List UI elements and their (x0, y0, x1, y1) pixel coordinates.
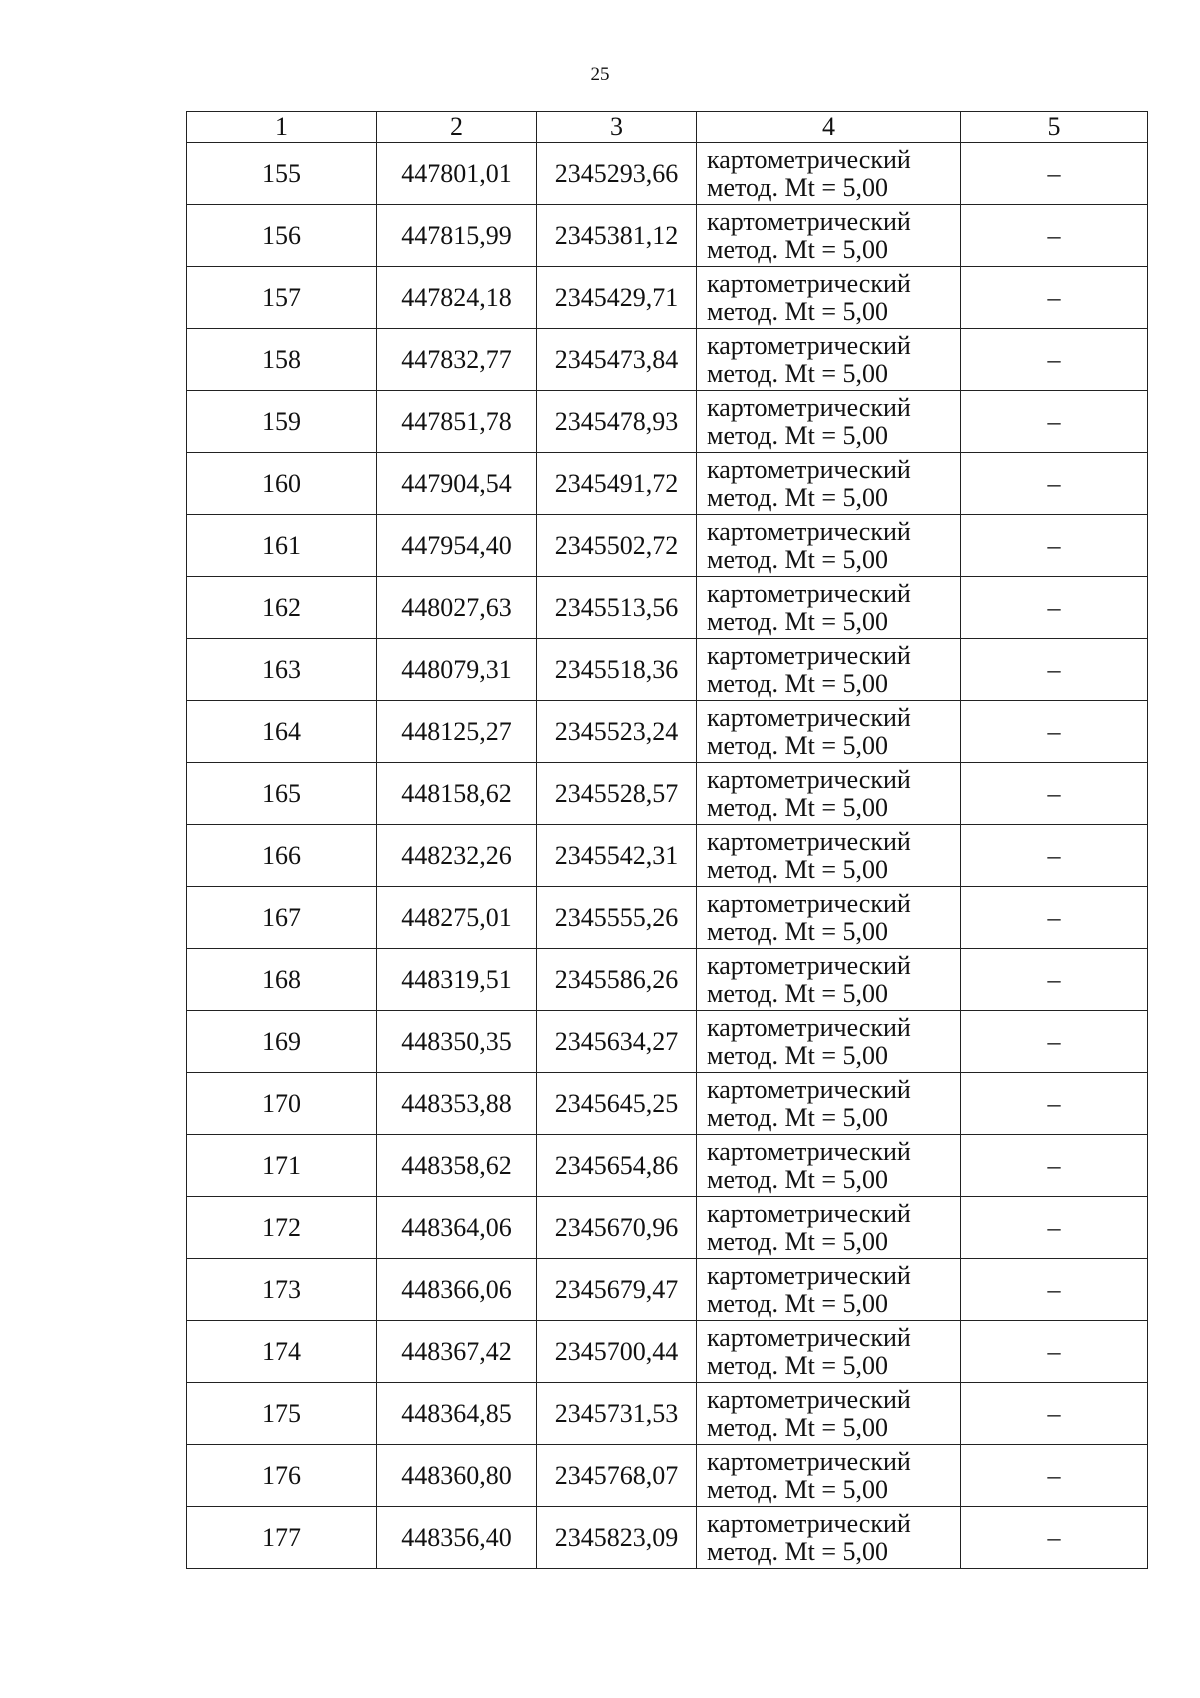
table-row (187, 1321, 1148, 1383)
point-number-cell: 174 (187, 1321, 377, 1383)
method-cell (697, 1135, 961, 1197)
method-accuracy: метод. Mt = 5,00 (707, 1536, 888, 1566)
header-row (187, 112, 1148, 143)
x-coordinate-cell: 448350,35 (377, 1011, 537, 1073)
column-header: 3 (537, 112, 697, 143)
y-coordinate-cell: 2345502,72 (537, 515, 697, 577)
method-cell (697, 577, 961, 639)
description-cell: – (961, 887, 1148, 949)
x-coordinate-cell: 448158,62 (377, 763, 537, 825)
table-row (187, 515, 1148, 577)
table-row (187, 453, 1148, 515)
method-cell (697, 1011, 961, 1073)
x-coordinate-cell: 448027,63 (377, 577, 537, 639)
method-cell (697, 391, 961, 453)
method-name: картометрический (707, 392, 911, 422)
method-accuracy: метод. Mt = 5,00 (707, 1164, 888, 1194)
method-cell (697, 1445, 961, 1507)
table-row (187, 887, 1148, 949)
y-coordinate-cell: 2345528,57 (537, 763, 697, 825)
column-header: 1 (187, 112, 377, 143)
x-coordinate-cell: 447815,99 (377, 205, 537, 267)
method-name: картометрический (707, 1322, 911, 1352)
point-number-cell: 167 (187, 887, 377, 949)
method-accuracy: метод. Mt = 5,00 (707, 482, 888, 512)
y-coordinate-cell: 2345586,26 (537, 949, 697, 1011)
x-coordinate-cell: 448364,85 (377, 1383, 537, 1445)
table-row (187, 1197, 1148, 1259)
method-name: картометрический (707, 1012, 911, 1042)
method-name: картометрический (707, 516, 911, 546)
y-coordinate-cell: 2345381,12 (537, 205, 697, 267)
table-row (187, 391, 1148, 453)
method-cell (697, 1507, 961, 1569)
description-cell: – (961, 639, 1148, 701)
method-cell (697, 205, 961, 267)
point-number-cell: 170 (187, 1073, 377, 1135)
y-coordinate-cell: 2345634,27 (537, 1011, 697, 1073)
point-number-cell: 160 (187, 453, 377, 515)
method-name: картометрический (707, 1198, 911, 1228)
table-row (187, 329, 1148, 391)
method-accuracy: метод. Mt = 5,00 (707, 296, 888, 326)
table-row (187, 1507, 1148, 1569)
method-name: картометрический (707, 640, 911, 670)
y-coordinate-cell: 2345513,56 (537, 577, 697, 639)
description-cell: – (961, 701, 1148, 763)
x-coordinate-cell: 448367,42 (377, 1321, 537, 1383)
method-accuracy: метод. Mt = 5,00 (707, 1040, 888, 1070)
method-cell (697, 143, 961, 205)
x-coordinate-cell: 448358,62 (377, 1135, 537, 1197)
method-name: картометрический (707, 330, 911, 360)
y-coordinate-cell: 2345293,66 (537, 143, 697, 205)
method-cell (697, 329, 961, 391)
table-row (187, 1135, 1148, 1197)
description-cell: – (961, 205, 1148, 267)
method-accuracy: метод. Mt = 5,00 (707, 234, 888, 264)
point-number-cell: 162 (187, 577, 377, 639)
x-coordinate-cell: 448353,88 (377, 1073, 537, 1135)
point-number-cell: 171 (187, 1135, 377, 1197)
method-cell (697, 515, 961, 577)
method-name: картометрический (707, 950, 911, 980)
table-body (187, 143, 1148, 1569)
y-coordinate-cell: 2345670,96 (537, 1197, 697, 1259)
x-coordinate-cell: 448364,06 (377, 1197, 537, 1259)
x-coordinate-cell: 447824,18 (377, 267, 537, 329)
point-number-cell: 177 (187, 1507, 377, 1569)
method-accuracy: метод. Mt = 5,00 (707, 854, 888, 884)
method-name: картометрический (707, 454, 911, 484)
table-row (187, 1259, 1148, 1321)
y-coordinate-cell: 2345768,07 (537, 1445, 697, 1507)
method-cell (697, 1197, 961, 1259)
method-name: картометрический (707, 764, 911, 794)
x-coordinate-cell: 448366,06 (377, 1259, 537, 1321)
method-accuracy: метод. Mt = 5,00 (707, 544, 888, 574)
y-coordinate-cell: 2345542,31 (537, 825, 697, 887)
y-coordinate-cell: 2345823,09 (537, 1507, 697, 1569)
method-cell (697, 1259, 961, 1321)
table-row (187, 763, 1148, 825)
method-name: картометрический (707, 702, 911, 732)
x-coordinate-cell: 447832,77 (377, 329, 537, 391)
method-cell (697, 701, 961, 763)
method-accuracy: метод. Mt = 5,00 (707, 1412, 888, 1442)
method-cell (697, 639, 961, 701)
y-coordinate-cell: 2345679,47 (537, 1259, 697, 1321)
method-cell (697, 887, 961, 949)
description-cell: – (961, 1445, 1148, 1507)
point-number-cell: 168 (187, 949, 377, 1011)
point-number-cell: 163 (187, 639, 377, 701)
method-name: картометрический (707, 578, 911, 608)
x-coordinate-cell: 447904,54 (377, 453, 537, 515)
description-cell: – (961, 763, 1148, 825)
point-number-cell: 172 (187, 1197, 377, 1259)
method-cell (697, 267, 961, 329)
description-cell: – (961, 1383, 1148, 1445)
description-cell: – (961, 1507, 1148, 1569)
table-row (187, 949, 1148, 1011)
method-name: картометрический (707, 268, 911, 298)
table-row (187, 143, 1148, 205)
method-accuracy: метод. Mt = 5,00 (707, 420, 888, 450)
y-coordinate-cell: 2345523,24 (537, 701, 697, 763)
method-accuracy: метод. Mt = 5,00 (707, 916, 888, 946)
x-coordinate-cell: 448232,26 (377, 825, 537, 887)
table-row (187, 267, 1148, 329)
method-cell (697, 949, 961, 1011)
point-number-cell: 176 (187, 1445, 377, 1507)
method-name: картометрический (707, 826, 911, 856)
method-name: картометрический (707, 1384, 911, 1414)
table-row (187, 1073, 1148, 1135)
table-row (187, 639, 1148, 701)
method-name: картометрический (707, 1136, 911, 1166)
method-accuracy: метод. Mt = 5,00 (707, 606, 888, 636)
description-cell: – (961, 1259, 1148, 1321)
point-number-cell: 173 (187, 1259, 377, 1321)
table-row (187, 1011, 1148, 1073)
method-name: картометрический (707, 1260, 911, 1290)
y-coordinate-cell: 2345491,72 (537, 453, 697, 515)
point-number-cell: 175 (187, 1383, 377, 1445)
point-number-cell: 158 (187, 329, 377, 391)
x-coordinate-cell: 448079,31 (377, 639, 537, 701)
method-accuracy: метод. Mt = 5,00 (707, 1288, 888, 1318)
table-row (187, 701, 1148, 763)
method-accuracy: метод. Mt = 5,00 (707, 1474, 888, 1504)
method-accuracy: метод. Mt = 5,00 (707, 668, 888, 698)
description-cell: – (961, 949, 1148, 1011)
description-cell: – (961, 329, 1148, 391)
table-row (187, 1383, 1148, 1445)
method-name: картометрический (707, 888, 911, 918)
method-accuracy: метод. Mt = 5,00 (707, 730, 888, 760)
point-number-cell: 161 (187, 515, 377, 577)
point-number-cell: 164 (187, 701, 377, 763)
description-cell: – (961, 1011, 1148, 1073)
method-cell (697, 1321, 961, 1383)
description-cell: – (961, 1135, 1148, 1197)
page-number: 25 (590, 64, 610, 85)
x-coordinate-cell: 447851,78 (377, 391, 537, 453)
method-accuracy: метод. Mt = 5,00 (707, 172, 888, 202)
method-cell (697, 763, 961, 825)
x-coordinate-cell: 448125,27 (377, 701, 537, 763)
table-row (187, 205, 1148, 267)
x-coordinate-cell: 447954,40 (377, 515, 537, 577)
method-accuracy: метод. Mt = 5,00 (707, 792, 888, 822)
description-cell: – (961, 1073, 1148, 1135)
point-number-cell: 155 (187, 143, 377, 205)
y-coordinate-cell: 2345645,25 (537, 1073, 697, 1135)
method-accuracy: метод. Mt = 5,00 (707, 1102, 888, 1132)
y-coordinate-cell: 2345555,26 (537, 887, 697, 949)
y-coordinate-cell: 2345473,84 (537, 329, 697, 391)
description-cell: – (961, 1321, 1148, 1383)
method-accuracy: метод. Mt = 5,00 (707, 1350, 888, 1380)
point-number-cell: 157 (187, 267, 377, 329)
point-number-cell: 159 (187, 391, 377, 453)
method-name: картометрический (707, 206, 911, 236)
x-coordinate-cell: 447801,01 (377, 143, 537, 205)
description-cell: – (961, 825, 1148, 887)
x-coordinate-cell: 448275,01 (377, 887, 537, 949)
description-cell: – (961, 577, 1148, 639)
x-coordinate-cell: 448360,80 (377, 1445, 537, 1507)
column-header: 5 (961, 112, 1148, 143)
table-row (187, 1445, 1148, 1507)
method-accuracy: метод. Mt = 5,00 (707, 1226, 888, 1256)
y-coordinate-cell: 2345700,44 (537, 1321, 697, 1383)
y-coordinate-cell: 2345429,71 (537, 267, 697, 329)
y-coordinate-cell: 2345731,53 (537, 1383, 697, 1445)
method-name: картометрический (707, 144, 911, 174)
point-number-cell: 165 (187, 763, 377, 825)
method-name: картометрический (707, 1508, 911, 1538)
method-cell (697, 453, 961, 515)
description-cell: – (961, 143, 1148, 205)
description-cell: – (961, 515, 1148, 577)
method-cell (697, 1073, 961, 1135)
x-coordinate-cell: 448356,40 (377, 1507, 537, 1569)
y-coordinate-cell: 2345478,93 (537, 391, 697, 453)
y-coordinate-cell: 2345654,86 (537, 1135, 697, 1197)
method-name: картометрический (707, 1446, 911, 1476)
x-coordinate-cell: 448319,51 (377, 949, 537, 1011)
method-accuracy: метод. Mt = 5,00 (707, 358, 888, 388)
method-accuracy: метод. Mt = 5,00 (707, 978, 888, 1008)
column-header: 4 (697, 112, 961, 143)
table-row (187, 577, 1148, 639)
method-name: картометрический (707, 1074, 911, 1104)
description-cell: – (961, 453, 1148, 515)
column-header: 2 (377, 112, 537, 143)
description-cell: – (961, 391, 1148, 453)
point-number-cell: 156 (187, 205, 377, 267)
description-cell: – (961, 267, 1148, 329)
coordinates-table (186, 111, 1148, 1569)
method-cell (697, 825, 961, 887)
method-cell (697, 1383, 961, 1445)
table-row (187, 825, 1148, 887)
y-coordinate-cell: 2345518,36 (537, 639, 697, 701)
point-number-cell: 169 (187, 1011, 377, 1073)
point-number-cell: 166 (187, 825, 377, 887)
description-cell: – (961, 1197, 1148, 1259)
